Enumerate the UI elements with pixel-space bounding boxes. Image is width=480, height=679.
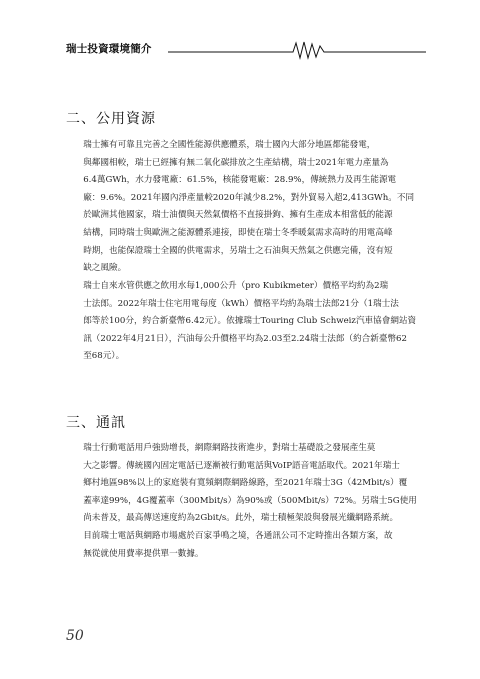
paragraph-line: 無從就使用費率提供單一數據。 (83, 548, 204, 559)
paragraph-line: 郎等於100分，約合新臺幣6.42元）。依據瑞士Touring Club Schweiz汽車協會網站資 (83, 316, 417, 327)
paragraph-line: 目前瑞士電話與網路市場處於百家爭鳴之境，各通訊公司不定時推出各類方案，故 (83, 530, 393, 541)
paragraph-line: 至68元）。 (83, 351, 125, 362)
paragraph-line: 瑞士擁有可靠且完善之全國性能源供應體系，瑞士國內大部分地區都能發電， (83, 140, 376, 150)
paragraph-line: 尚未普及，最高傳送速度約為2Gbit/s。此外，瑞士積極架設與發展光纖網路系統。 (83, 513, 399, 524)
paragraph-line: 瑞士行動電話用戶強勁增長，網際網路技術進步，對瑞士基礎設之發展產生莫 (83, 443, 376, 453)
paragraph-line: 蓋率達99%，4G覆蓋率（300Mbit/s）為90%或（500Mbit/s）72%。另瑞士5G使用 (83, 495, 417, 506)
section-heading-telecom: 三、通訊 (66, 415, 126, 431)
section-heading-utilities: 二、公用資源 (66, 111, 156, 127)
header-title: 瑞士投資環境簡介 (66, 43, 152, 55)
paragraph-line: 缺之風險。 (83, 263, 127, 274)
paragraph-line: 士法郎。2022年瑞士住宅用電每度（kWh）價格平均約為瑞士法郎21分（1瑞士法 (83, 298, 399, 309)
paragraph-line: 6.4萬GWh，水力發電廠：61.5%，核能發電廠：28.9%，傳統熱力及再生能源電 (83, 175, 397, 186)
paragraph-line: 大之影響。傳統國內固定電話已逐漸被行動電話與VoIP語音電話取代。2021年瑞士 (83, 460, 400, 471)
paragraph-energy (66, 137, 424, 278)
running-header (66, 40, 426, 60)
paragraph-line: 訊（2022年4月21日），汽油每公升價格平均為2.03至2.24瑞士法郎（約合新臺幣62 (83, 333, 407, 344)
paragraph-line: 瑞士自來水管供應之飲用水每1,000公升（pro Kubikmeter）價格平均約為2瑞 (83, 281, 389, 291)
paragraph-telecom (66, 440, 424, 563)
paragraph-line: 時期，也能保證瑞士全國的供電需求，另瑞士之石油與天然氣之供應完備，沒有短 (83, 245, 393, 256)
paragraph-line: 鄉村地區98%以上的家庭裝有寬頻網際網路線路，至2021年瑞士3G（42Mbit/s）覆 (83, 478, 408, 489)
paragraph-line: 於歐洲其他國家，瑞士油價與天然氣價格不直接掛鉤、擁有生產成本相當低的能源 (83, 210, 393, 221)
paragraph-line: 與鄰國相較，瑞士已經擁有無二氧化碳排放之生產結構，瑞士2021年電力產量為 (83, 157, 389, 168)
page-number: 50 (66, 628, 84, 644)
heartbeat-line-ornament (168, 40, 426, 60)
paragraph-line: 廠：9.6%。2021年國內淨產量較2020年減少8.2%，對外貿易入超2,413GWh。不同 (83, 192, 415, 203)
paragraph-line: 結構，同時瑞士與歐洲之能源體系連接，即使在瑞士冬季暖氣需求高時的用電高峰 (83, 227, 393, 238)
paragraph-water-electricity-fuel (66, 278, 424, 366)
